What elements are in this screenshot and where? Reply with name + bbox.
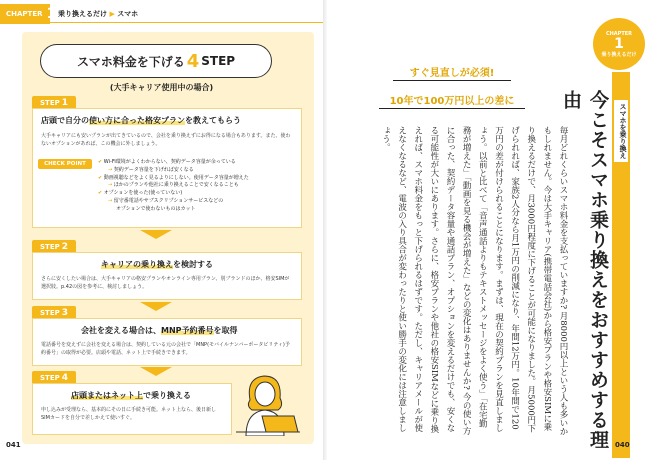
step4-box: [32, 383, 232, 435]
step2-heading: [41, 259, 293, 270]
step3-box: [32, 318, 302, 366]
down-arrow-icon: [140, 230, 172, 239]
checkpoint-item: [98, 198, 298, 206]
checkpoint-item-text: Wi-Fi環境がよくわからない、契約データ容量が余っている: [103, 159, 236, 165]
step2-box: [32, 252, 302, 300]
checkpoint-item: [98, 206, 298, 214]
checkpoint-item-text: 留守番電話やサブスクリプションサービスなどの: [113, 197, 224, 204]
arrow-right-icon: →: [108, 166, 113, 173]
running-head-text: 乗り換えるだけ: [58, 10, 107, 18]
header-rule: [50, 22, 323, 23]
checkpoint-item-text: オプションで使わないものはカット: [116, 205, 196, 212]
step2-tag-num: 2: [61, 242, 68, 252]
step1-heading-hl: 使い方に合った格安プラン: [89, 116, 185, 125]
step1-body: 大手キャリアにも安いプランが出てきているので、会社を乗り換えずにお得になる場合もあります。また、使わないオプションがあれば、この機会に外しましょう。: [41, 133, 291, 147]
running-head-sub: スマホ: [117, 10, 139, 18]
step2-tag-label: STEP: [40, 243, 60, 251]
title-pre: スマホ料金を下げる: [76, 54, 185, 69]
checkpoint-item: [98, 167, 298, 175]
chapter-tab-number: 1: [46, 6, 57, 22]
checkpoint-item-text: 動画視聴などをよく見るよりにしない。使用データ容量が増えた: [103, 174, 249, 181]
title-post: STEP: [201, 54, 236, 68]
step3-heading-pre: 会社を変える場合は、: [81, 326, 161, 335]
body-text: 毎月どれくらいスマホ料金を支払っていますか? 月8000円以上という人も多いかもしれません。今は大手キャリア(携帯電話会社)から格安プランや格安SIMに乗り換えるだけで、月3000円程度に下げることが可能になりました。月5000円下げられれば、家族2人分なら月1万円の削減になり、年間12万円。10年間で120万円の差が付けられることになります。まずは、現在の契約プランを見直しましょう。以前と比べて「音声通話よりもテキストメッセージをよく使う」「在宅勤務が増えた」「動画を見る機会が増えた」などの変化はありませんか? 今の使い方に合った、契約データ容量や通話プラン、オプションを変えるだけでも、安くなる可能性が大いにあります。さらに、格安プランや他社の格安SIMなどに乗り換えれば、スマホ料金をもっと下げられるはずです。ただし、キャリアメールが使えなくなるなど、電波の入り具合が変わったりと使い勝手の変化には注意しましょう。: [380, 126, 568, 436]
left-page: [0, 0, 323, 460]
step2-heading-hl: キャリアの乗り換え: [101, 260, 173, 269]
step1-tag-num: 1: [61, 98, 68, 108]
step1-tag-label: STEP: [40, 99, 60, 107]
checkpoint-item-text: 契約データ容量を下げれば安くなる: [113, 166, 194, 173]
triangle-right-icon: ▶: [109, 10, 115, 18]
step1-heading-post: を教えてもらう: [185, 116, 241, 125]
step3-tag-label: STEP: [40, 309, 60, 317]
step3-heading: [41, 325, 293, 336]
page-number-left: 041: [6, 441, 21, 449]
chapter-tab: [0, 4, 57, 24]
steps-subtitle: (大手キャリア使用中の場合): [109, 83, 214, 92]
checkpoint-item: [98, 190, 298, 198]
checkpoint-label: CHECK POINT: [38, 159, 92, 169]
chapter-badge-caption: 乗り換えるだけ: [601, 51, 637, 58]
step4-tag-num: 4: [61, 373, 68, 383]
steps-title: [40, 44, 272, 78]
page-number-right: 040: [615, 441, 630, 449]
step4-tag-label: STEP: [40, 374, 60, 382]
step4-body: 申し込みが受理なら、基本的にその日に手続き可能。ネット上なら、後日新しSIMカードを自分で差しかえて使いすぐ。: [41, 407, 217, 421]
step3-body: 電話番号を変えずに会社を変える場合は、契約している元の会社で「MNP(モバイルナンバーポータビリティ)予約番号」の取得が必要。店頭や電話、ネット上で手続きできます。: [41, 342, 290, 356]
check-icon: ✔: [98, 159, 103, 165]
page-title: 今こそスマホ乗り換えをおすすめする理由: [560, 90, 609, 450]
subheading-2: 10年で100万円以上の差に: [389, 96, 515, 107]
subheading-1: すぐ見直しが必須!: [409, 68, 495, 79]
chapter-tab-label: CHAPTER: [6, 10, 43, 18]
arrow-right-icon: →: [108, 182, 113, 189]
right-page: [327, 0, 650, 460]
title-four: 4: [186, 50, 200, 72]
checkpoint-item: [98, 182, 298, 190]
step1-heading-pre: 店頭で自分の: [41, 116, 89, 125]
step4-heading: [41, 390, 223, 401]
step3-heading-post: を取得: [213, 326, 238, 335]
step1-heading: [41, 115, 293, 126]
running-head: [58, 9, 138, 19]
checkpoint-item-text: オプションを使った(使っていない): [103, 190, 183, 196]
arrow-right-icon: →: [108, 197, 113, 204]
step3-tag-num: 3: [61, 308, 68, 318]
step4-heading-hl: 店頭またはネット上: [71, 391, 143, 400]
side-label: スマホを乗り換え: [614, 100, 628, 162]
chapter-badge-label: CHAPTER: [605, 30, 633, 37]
step4-heading-post: で乗り換える: [143, 391, 191, 400]
person-laptop-illustration: [232, 370, 302, 436]
subheading-rule: [379, 108, 525, 109]
check-icon: ✔: [98, 190, 103, 196]
checkpoint-item-text: ほかのプランや他社に乗り換えることで安くなることも: [113, 182, 239, 189]
check-icon: ✔: [98, 174, 103, 181]
step2-body: さらに安くしたい場合は、大手キャリアの格安プランやオンライン専用プラン、別ブランドのほか、格安SIMが選択肢。p.42の図を参考に、検討しましょう。: [41, 276, 290, 290]
checkpoint-list: [98, 159, 298, 213]
step2-heading-post: を検討する: [173, 260, 213, 269]
down-arrow-icon: [140, 302, 172, 311]
down-arrow-icon: [140, 367, 172, 376]
chapter-badge-number: 1: [614, 35, 624, 52]
step3-heading-hl: MNP予約番号: [161, 326, 214, 335]
subheading-rule: [393, 80, 511, 81]
checkpoint-item: [98, 159, 298, 167]
chapter-badge: [593, 18, 645, 70]
